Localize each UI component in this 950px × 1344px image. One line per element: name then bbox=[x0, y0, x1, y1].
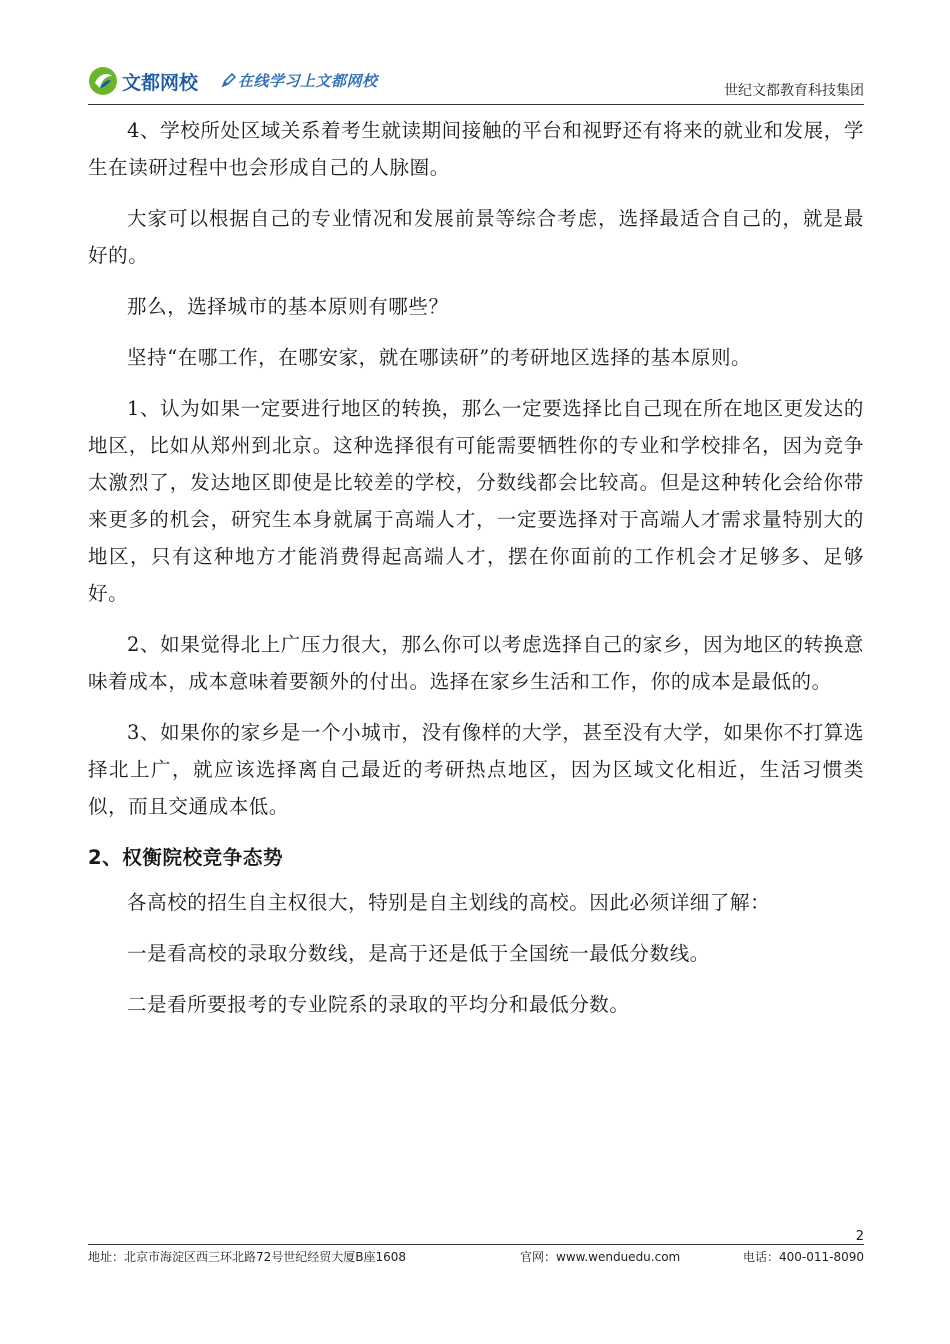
company-name: 世纪文都教育科技集团 bbox=[724, 83, 864, 99]
footer-address: 地址：北京市海淀区西三环北路72号世纪经贸大厦B座1608 bbox=[88, 1250, 407, 1264]
document-body bbox=[88, 112, 864, 1037]
paragraph: 那么，选择城市的基本原则有哪些？ bbox=[127, 295, 449, 318]
paragraph: 4、学校所处区域关系着考生就读期间接触的平台和视野还有将来的就业和发展，学生在读研过程中也会形成自己的人脉圈。 bbox=[88, 119, 864, 179]
footer-divider bbox=[88, 1244, 864, 1245]
paragraph: 各高校的招生自主权很大，特别是自主划线的高校。因此必须详细了解： bbox=[127, 891, 771, 914]
wendu-logo-icon bbox=[88, 66, 118, 96]
slogan: 在线学习上文都网校 bbox=[238, 72, 378, 90]
pen-icon bbox=[221, 72, 237, 88]
paragraph: 1、认为如果一定要进行地区的转换，那么一定要选择比自己现在所在地区更发达的地区，比如从郑州到北京。这种选择很有可能需要牺牲你的专业和学校排名，因为竞争太激烈了，发达地区即使是比较差的学校，分数线都会比较高。但是这种转化会给你带来更多的机会，研究生本身就属于高端人才，一定要选择对于高端人才需求量特别大的地区，只有这种地方才能消费得起高端人才，摆在你面前的工作机会才足够多、足够好。 bbox=[88, 397, 864, 605]
brand-name: 文都网校 bbox=[122, 72, 199, 94]
paragraph: 坚持“在哪工作，在哪安家，就在哪读研”的考研地区选择的基本原则。 bbox=[127, 346, 752, 369]
paragraph: 3、如果你的家乡是一个小城市，没有像样的大学，甚至没有大学，如果你不打算选择北上广，就应该选择离自己最近的考研热点地区，因为区域文化相近，生活习惯类似，而且交通成本低。 bbox=[88, 721, 864, 818]
paragraph: 2、如果觉得北上广压力很大，那么你可以考虑选择自己的家乡，因为地区的转换意味着成本，成本意味着要额外的付出。选择在家乡生活和工作，你的成本是最低的。 bbox=[88, 633, 864, 693]
page-header bbox=[88, 62, 864, 104]
footer-phone: 电话：400-011-8090 bbox=[742, 1250, 864, 1264]
paragraph: 一是看高校的录取分数线，是高于还是低于全国统一最低分数线。 bbox=[127, 942, 710, 965]
section-heading: 2、权衡院校竞争态势 bbox=[88, 846, 284, 869]
paragraph: 大家可以根据自己的专业情况和发展前景等综合考虑，选择最适合自己的，就是最好的。 bbox=[88, 207, 864, 267]
header-divider bbox=[88, 104, 864, 105]
footer-website: 官网：www.wenduedu.com bbox=[520, 1250, 681, 1264]
page-number: 2 bbox=[855, 1229, 864, 1244]
paragraph: 二是看所要报考的专业院系的录取的平均分和最低分数。 bbox=[127, 993, 630, 1016]
page-footer bbox=[88, 1248, 864, 1268]
